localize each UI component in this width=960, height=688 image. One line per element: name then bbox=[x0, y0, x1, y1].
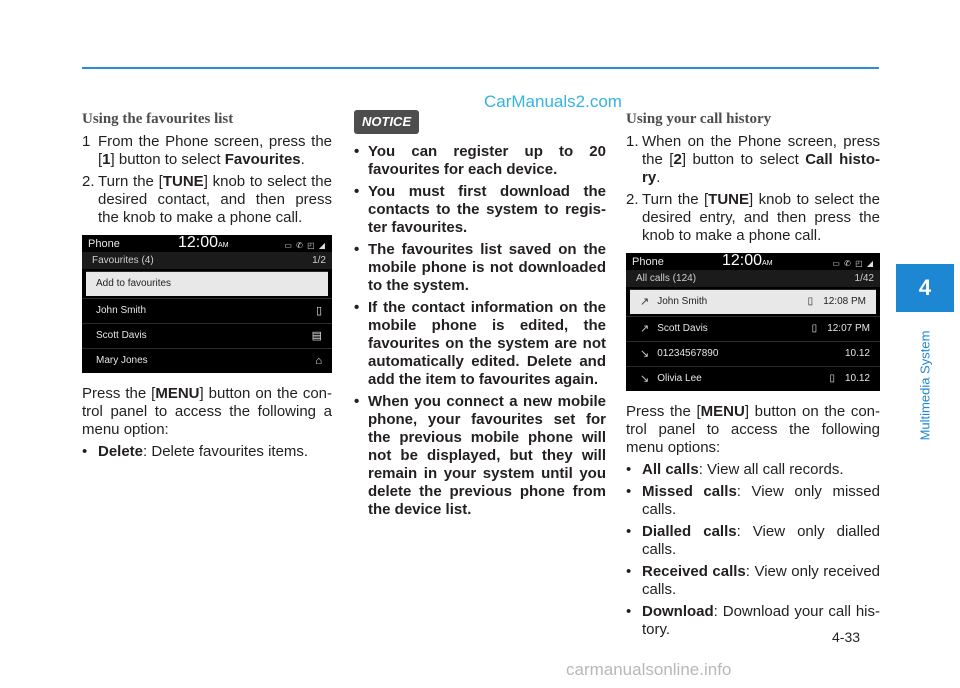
option-dialled-calls: • Dialled calls: View only dialled calls. bbox=[626, 523, 881, 558]
list-item-add-favourites[interactable]: Add to favourites bbox=[86, 271, 328, 296]
notice-item: • If the contact information on the mobile phone is edited, the favourites on the system are not automatically edited. Delete and add the item to favourites again. bbox=[354, 299, 606, 388]
option-all-calls: • All calls: View all call records. bbox=[626, 461, 844, 478]
column-favourites bbox=[82, 110, 332, 465]
screen-header bbox=[82, 235, 332, 252]
section-heading: Using your call history bbox=[626, 111, 772, 127]
office-icon: ▤ bbox=[311, 330, 322, 342]
step-1: 1 From the Phone screen, press the [1] button to select Favourites. bbox=[82, 133, 332, 168]
notice-item: • You must first download the contacts to the system to regis- ter favourites. bbox=[354, 183, 606, 236]
status-icons: ▭ ✆ ◰ ◢ bbox=[284, 241, 326, 250]
option-download: • Download: Download your call his- tory. bbox=[626, 603, 880, 638]
menu-paragraph: Press the [MENU] button on the con- trol panel to access the following menu options: bbox=[626, 403, 880, 456]
call-row[interactable]: ↗ John Smith ▯ 12:08 PM bbox=[630, 289, 876, 314]
menu-paragraph: Press the [MENU] button on the con- trol panel to access the following a menu option: bbox=[82, 385, 332, 438]
call-history-screen bbox=[626, 253, 880, 391]
notice-item: • When you connect a new mobile phone, your favourites set for the previous mobile phone will not be displayed, but they will remain in your system until you delete the previous phone from the device list. bbox=[354, 393, 606, 518]
watermark[interactable]: CarManuals2.com bbox=[484, 92, 622, 111]
call-row[interactable]: ↘ Olivia Lee ▯ 10.12 bbox=[626, 366, 880, 391]
option-delete: • Delete: Delete favourites items. bbox=[82, 443, 309, 460]
home-icon: ⌂ bbox=[315, 355, 322, 367]
status-icons: ▭ ✆ ◰ ◢ bbox=[832, 259, 874, 268]
list-header: Favourites (4) 1/2 bbox=[82, 252, 332, 269]
mobile-icon: ▯ bbox=[315, 305, 322, 317]
screen-clock: 12:00AM bbox=[178, 234, 229, 251]
step-2: 2. Turn the [TUNE] knob to select the desired entry, and then press the knob to make a phone call. bbox=[626, 191, 880, 244]
favourites-screen bbox=[82, 235, 332, 373]
screen-clock: 12:00AM bbox=[722, 252, 773, 269]
watermark-bottom[interactable]: carmanualsonline.info bbox=[566, 660, 732, 679]
outgoing-call-icon: ↗ bbox=[640, 296, 650, 308]
mobile-icon: ▯ bbox=[807, 296, 814, 307]
list-header: All calls (124) 1/42 bbox=[626, 270, 880, 287]
mobile-icon: ▯ bbox=[829, 373, 835, 384]
incoming-call-icon: ↘ bbox=[640, 373, 650, 385]
section-heading: Using the favourites list bbox=[82, 111, 234, 127]
step-1: 1. When on the Phone screen, press the [2] button to select Call histo- ry. bbox=[626, 133, 880, 186]
list-item[interactable]: Scott Davis ▤ bbox=[82, 323, 332, 348]
outgoing-call-icon: ↗ bbox=[640, 323, 650, 335]
notice-badge: NOTICE bbox=[354, 110, 419, 134]
mobile-icon: ▯ bbox=[811, 323, 818, 334]
column-notice bbox=[354, 110, 606, 523]
list-item[interactable]: Mary Jones ⌂ bbox=[82, 348, 332, 373]
column-call-history bbox=[626, 110, 880, 643]
notice-item: • You can register up to 20 favourites for each device. bbox=[354, 143, 606, 178]
notice-item: • The favourites list saved on the mobile phone is not downloaded to the system. bbox=[354, 241, 606, 294]
screen-header bbox=[626, 253, 880, 270]
option-received-calls: • Received calls: View only received calls. bbox=[626, 563, 881, 598]
screen-title: Phone bbox=[632, 255, 664, 268]
step-2: 2. Turn the [TUNE] knob to select the desired contact, and then press the knob to make a phone call. bbox=[82, 173, 332, 226]
top-rule bbox=[82, 67, 879, 69]
list-item[interactable]: John Smith ▯ bbox=[82, 298, 332, 323]
call-row[interactable]: ↗ Scott Davis ▯ 12:07 PM bbox=[626, 316, 880, 341]
chapter-tab: 4 bbox=[896, 264, 954, 312]
incoming-call-icon: ↘ bbox=[640, 348, 650, 360]
option-missed-calls: • Missed calls: View only missed calls. bbox=[626, 483, 880, 518]
page-number: 4-33 bbox=[832, 629, 861, 645]
screen-title: Phone bbox=[88, 237, 120, 250]
call-row[interactable]: ↘ 01234567890 10.12 bbox=[626, 341, 880, 366]
chapter-title: Multimedia System bbox=[917, 330, 933, 441]
